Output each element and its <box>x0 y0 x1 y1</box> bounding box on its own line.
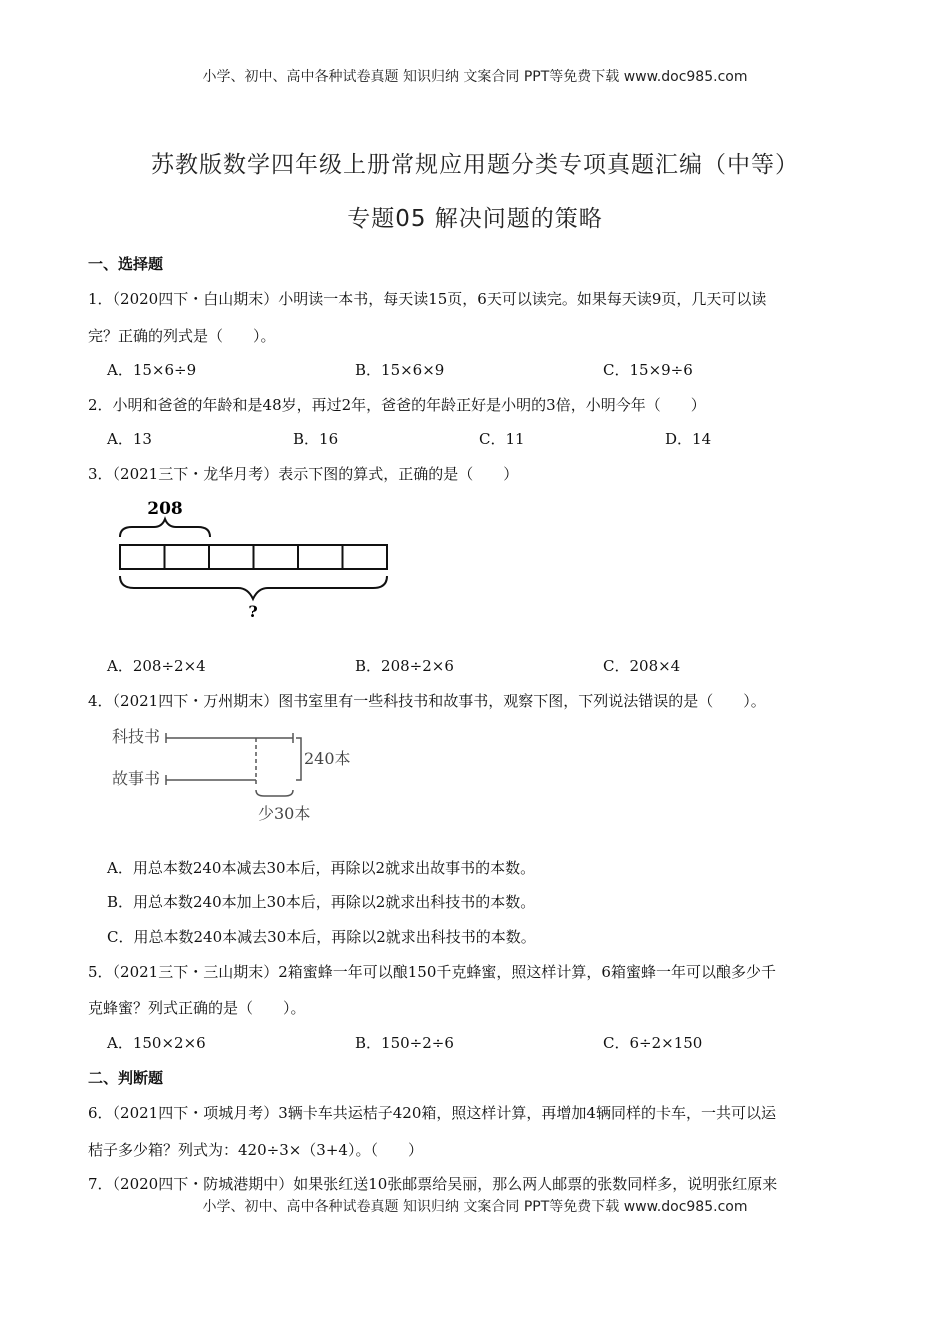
question-5-option-c: C．6÷2×150 <box>603 1034 703 1052</box>
question-2-option-a: A．13 <box>107 430 152 448</box>
question-1-line-1: 1．（2020四下・白山期末）小明读一本书，每天读15页，6天可以读完。如果每天读9页，几天可以读 <box>88 290 767 308</box>
page-footer: 小学、初中、高中各种试卷真题 知识归纳 文案合同 PPT等免费下载 www.doc985.com <box>202 1199 748 1215</box>
page-title: 苏教版数学四年级上册常规应用题分类专项真题汇编（中等） <box>151 152 799 178</box>
question-4-line-1: 4．（2021四下・万州期末）图书室里有一些科技书和故事书，观察下图，下列说法错误的是（ ）。 <box>88 692 766 710</box>
question-6-line-1: 6．（2021四下・项城月考）3辆卡车共运桔子420箱，照这样计算，再增加4辆同样的卡车，一共可以运 <box>88 1104 776 1122</box>
question-6-line-2: 桔子多少箱？列式为：420÷3×（3+4）。（ ） <box>88 1141 423 1159</box>
question-1-option-a: A．15×6÷9 <box>107 361 197 379</box>
question-2-option-b: B．16 <box>293 430 339 448</box>
page-subtitle: 专题05 解决问题的策略 <box>347 206 603 232</box>
page-header: 小学、初中、高中各种试卷真题 知识归纳 文案合同 PPT等免费下载 www.doc985.com <box>202 69 748 85</box>
question-4-option-a: A．用总本数240本减去30本后，再除以2就求出故事书的本数。 <box>107 859 536 877</box>
question-1-option-c: C．15×9÷6 <box>603 361 693 379</box>
top-brace <box>120 519 210 537</box>
label-total: 240本 <box>304 749 351 768</box>
question-3-line-1: 3．（2021三下・龙华月考）表示下图的算式，正确的是（ ） <box>88 465 519 483</box>
question-4-option-b: B．用总本数240本加上30本后，再除以2就求出科技书的本数。 <box>107 893 536 911</box>
question-3-option-c: C．208×4 <box>603 657 681 675</box>
question-7-line-1: 7．（2020四下・防城港期中）如果张红送10张邮票给吴丽，那么两人邮票的张数同样多，说明张红原来 <box>88 1175 778 1193</box>
question-1-option-b: B．15×6×9 <box>355 361 445 379</box>
question-2-line-1: 2．小明和爸爸的年龄和是48岁，再过2年，爸爸的年龄正好是小明的3倍，小明今年（ ） <box>88 396 706 414</box>
label-science-books: 科技书 <box>112 727 161 746</box>
question-3-option-b: B．208÷2×6 <box>355 657 454 675</box>
bottom-brace <box>120 576 387 599</box>
question-5-option-a: A．150×2×6 <box>107 1034 206 1052</box>
question-4-figure <box>108 722 358 832</box>
section-judge-heading: 二、判断题 <box>88 1069 164 1087</box>
question-2-option-c: C．11 <box>479 430 525 448</box>
question-2-option-d: D．14 <box>665 430 712 448</box>
figure-top-label: 208 <box>147 499 183 519</box>
question-3-figure <box>110 493 400 628</box>
question-1-line-2: 完？正确的列式是（ ）。 <box>88 327 276 345</box>
question-5-option-b: B．150÷2÷6 <box>355 1034 454 1052</box>
label-difference: 少30本 <box>258 804 311 823</box>
figure-bottom-label: ? <box>248 602 258 621</box>
label-story-books: 故事书 <box>112 769 161 788</box>
question-3-option-a: A．208÷2×4 <box>107 657 206 675</box>
question-4-option-c: C．用总本数240本减去30本后，再除以2就求出科技书的本数。 <box>107 928 536 946</box>
question-5-line-2: 克蜂蜜？列式正确的是（ ）。 <box>88 999 306 1017</box>
question-5-line-1: 5．（2021三下・三山期末）2箱蜜蜂一年可以酿150千克蜂蜜，照这样计算，6箱蜜蜂一年可以酿多少千 <box>88 963 776 981</box>
section-choice-heading: 一、选择题 <box>88 255 164 273</box>
